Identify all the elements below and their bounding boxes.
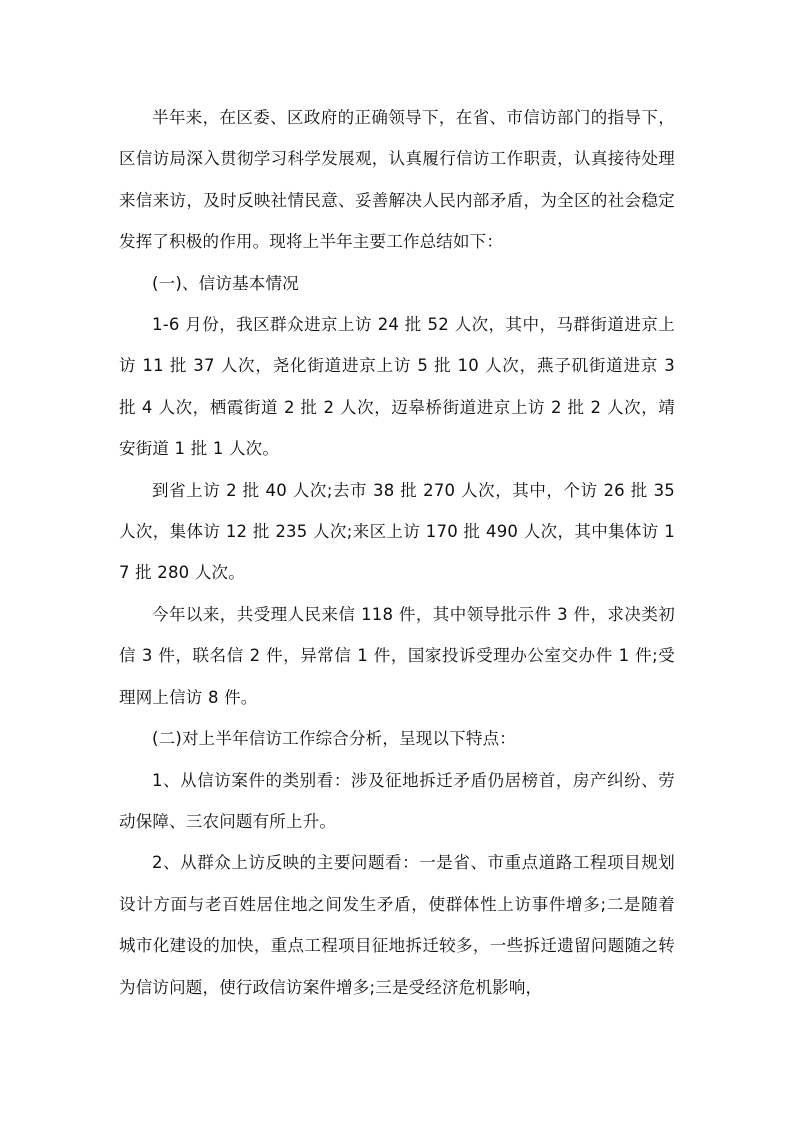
paragraph-province-city-petitions: 到省上访 2 批 40 人次;去市 38 批 270 人次，其中，个访 26 批 35 人次，集体访 12 批 235 人次;来区上访 170 批 490 人次，其中集体访 17 批 280 人次。	[119, 480, 675, 583]
paragraph-point-2: 2、从群众上访反映的主要问题看：一是省、市重点道路工程项目规划设计方面与老百姓居住地之间发生矛盾，使群体性上访事件增多;二是随着城市化建设的加快，重点工程项目征地拆迁较多，一些拆迁遗留问题随之转为信访问题，使行政信访案件增多;三是受经济危机影响，	[119, 853, 675, 997]
document-body	[119, 97, 675, 1008]
paragraph-intro: 半年来，在区委、区政府的正确领导下，在省、市信访部门的指导下，区信访局深入贯彻学习科学发展观，认真履行信访工作职责，认真接待处理来信来访，及时反映社情民意、妥善解决人民内部矛盾，为全区的社会稳定发挥了积极的作用。现将上半年主要工作总结如下：	[119, 108, 675, 252]
paragraph-letters: 今年以来，共受理人民来信 118 件，其中领导批示件 3 件，求决类初信 3 件，联名信 2 件，异常信 1 件，国家投诉受理办公室交办件 1 件;受理网上信访 8 件。	[119, 604, 675, 707]
paragraph-point-1: 1、从信访案件的类别看：涉及征地拆迁矛盾仍居榜首，房产纠纷、劳动保障、三农问题有所上升。	[119, 770, 675, 831]
paragraph-beijing-petitions: 1-6 月份，我区群众进京上访 24 批 52 人次，其中，马群街道进京上访 11 批 37 人次，尧化街道进京上访 5 批 10 人次，燕子矶街道进京 3 批 4 人次，栖霞街道 2 批 2 人次，迈皋桥街道进京上访 2 批 2 人次，靖安街道 1 批 1 人次。	[119, 315, 675, 459]
section-heading-1: (一)、信访基本情况	[152, 273, 299, 293]
section-heading-2: (二)对上半年信访工作综合分析，呈现以下特点：	[152, 729, 516, 749]
